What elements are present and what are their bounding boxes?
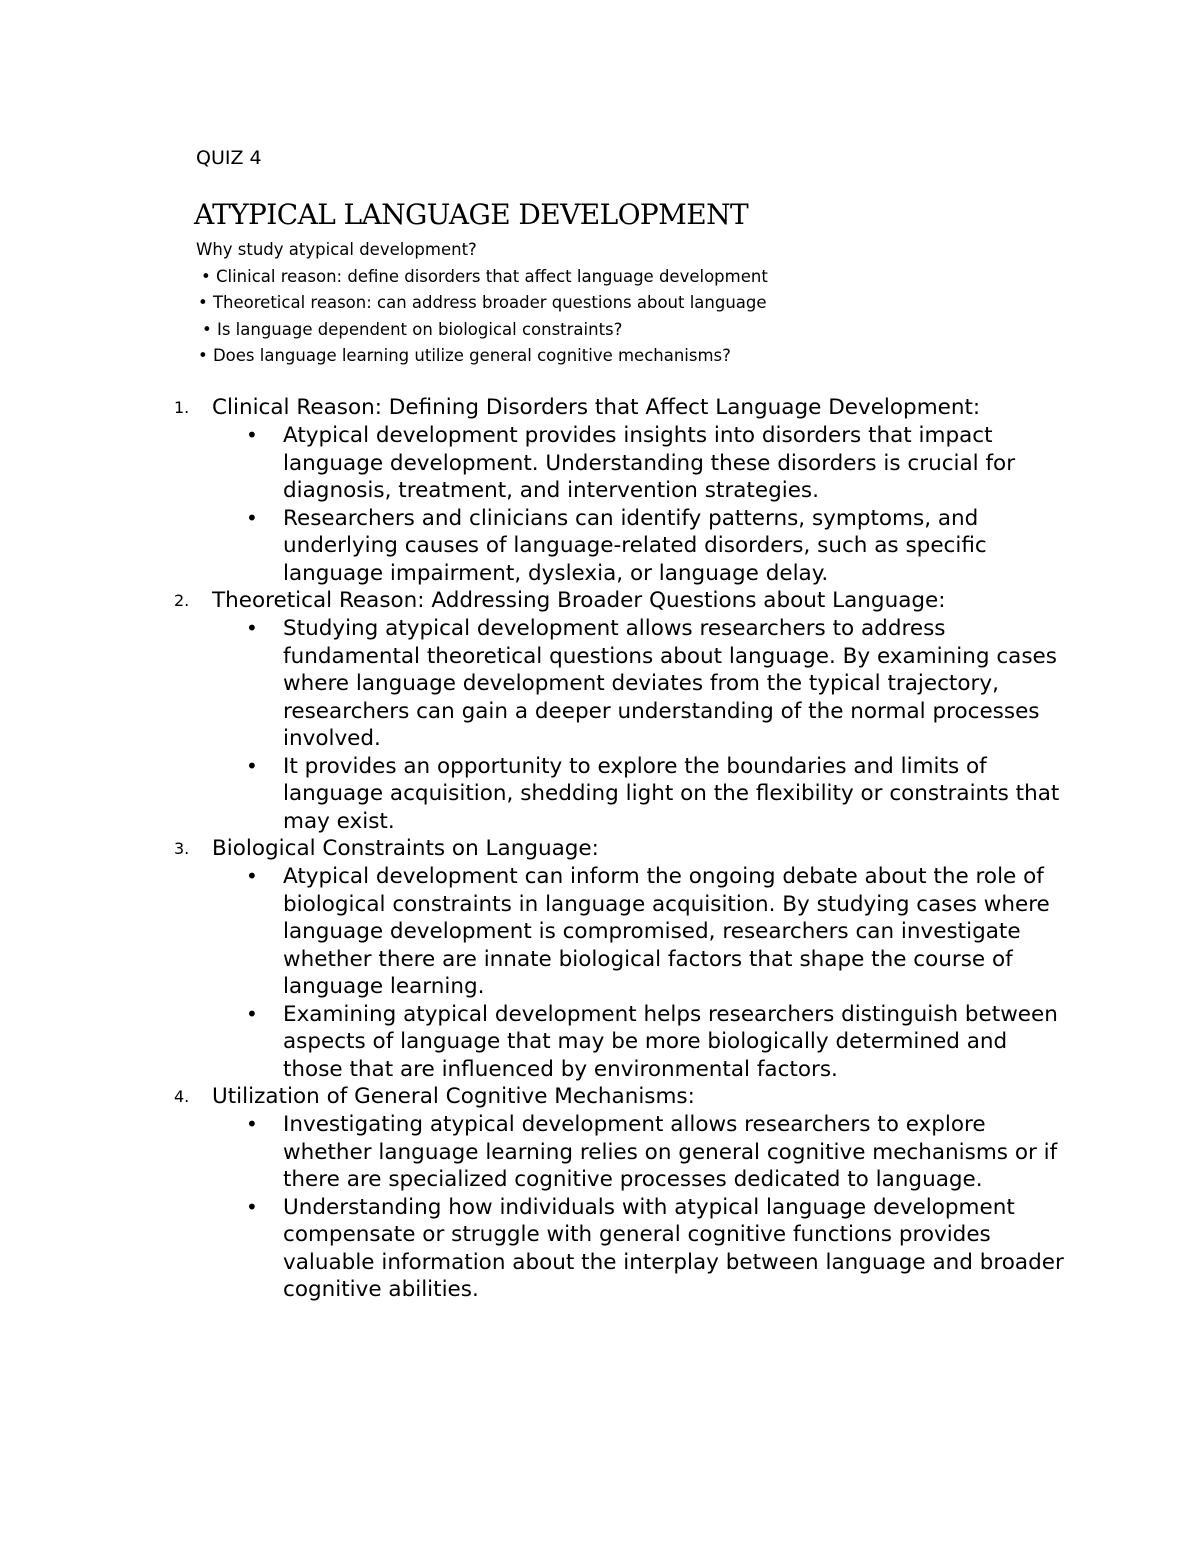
section-heading	[0, 835, 1200, 863]
section-heading	[0, 1083, 1200, 1111]
bullet-icon: •	[246, 864, 258, 888]
bullet-icon: •	[246, 1112, 258, 1136]
section-2	[0, 587, 1200, 835]
section-title: Biological Constraints on Language:	[212, 836, 599, 861]
bullet-icon: •	[246, 505, 258, 530]
list-item	[0, 615, 1068, 753]
bullet-text: Examining atypical development helps researchers distinguish between aspects of language that may be more biologically determined and those that are influenced by environmental factors.	[283, 1001, 1058, 1082]
bullet-icon: •	[246, 423, 258, 447]
section-number: 3.	[174, 839, 190, 858]
bullet-icon: •	[246, 1194, 258, 1219]
list-item	[0, 1001, 1068, 1084]
list-item	[0, 422, 1068, 505]
bullet-text: Researchers and clinicians can identify patterns, symptoms, and underlying causes of language-related disorders, such as specific language impairment, dyslexia, or language delay.	[283, 505, 987, 586]
list-item	[0, 1111, 1068, 1194]
section-heading	[0, 394, 1200, 422]
section-3	[0, 835, 1200, 1083]
bullet-icon: •	[246, 1001, 258, 1026]
numbered-sections	[0, 394, 1200, 1304]
section-number: 1.	[174, 398, 190, 417]
section-number: 4.	[174, 1087, 190, 1106]
list-item	[0, 1194, 1068, 1304]
document-title: ATYPICAL LANGUAGE DEVELOPMENT	[194, 198, 749, 231]
section-4	[0, 1083, 1200, 1304]
intro-bullet: • Clinical reason: define disorders that affect language development	[201, 266, 768, 286]
intro-bullet: • Does language learning utilize general cognitive mechanisms?	[198, 346, 731, 365]
section-heading	[0, 587, 1200, 615]
list-item	[0, 863, 1068, 1001]
bullet-text: Investigating atypical development allows researchers to explore whether language learning relies on general cognitive mechanisms or if there are specialized cognitive processes dedicated to language.	[283, 1112, 1058, 1192]
intro-block	[196, 237, 768, 370]
bullet-text: Understanding how individuals with atypical language development compensate or struggle with general cognitive functions provides valuable information about the interplay between language and broader cognitive abilities.	[283, 1194, 1064, 1302]
quiz-label: QUIZ 4	[196, 147, 262, 169]
intro-question: Why study atypical development?	[196, 240, 477, 259]
section-1	[0, 394, 1200, 587]
bullet-text: Studying atypical development allows researchers to address fundamental theoretical questions about language. By examining cases where language development deviates from the typical trajectory, researchers can gain a deeper understanding of the normal processes involved.	[283, 616, 1057, 751]
bullet-text: It provides an opportunity to explore the boundaries and limits of language acquisition, shedding light on the flexibility or constraints that may exist.	[283, 753, 1060, 834]
list-item	[0, 753, 1068, 836]
section-title: Utilization of General Cognitive Mechanisms:	[212, 1084, 695, 1109]
section-number: 2.	[174, 591, 190, 610]
bullet-text: Atypical development provides insights into disorders that impact language development. Understanding these disorders is crucial for diagnosis, treatment, and intervention strategies.	[283, 423, 1016, 503]
bullet-text: Atypical development can inform the ongoing debate about the role of biological constraints in language acquisition. By studying cases where language development is compromised, researchers can investigate whether there are innate biological factors that shape the course of language learning.	[283, 864, 1050, 999]
bullet-icon: •	[246, 753, 258, 778]
list-item	[0, 505, 1068, 588]
section-title: Clinical Reason: Defining Disorders that Affect Language Development:	[212, 395, 981, 420]
intro-bullet: • Theoretical reason: can address broader questions about language	[198, 293, 767, 312]
section-title: Theoretical Reason: Addressing Broader Questions about Language:	[212, 588, 946, 613]
bullet-icon: •	[246, 616, 258, 640]
intro-bullet: • Is language dependent on biological constraints?	[202, 319, 623, 339]
